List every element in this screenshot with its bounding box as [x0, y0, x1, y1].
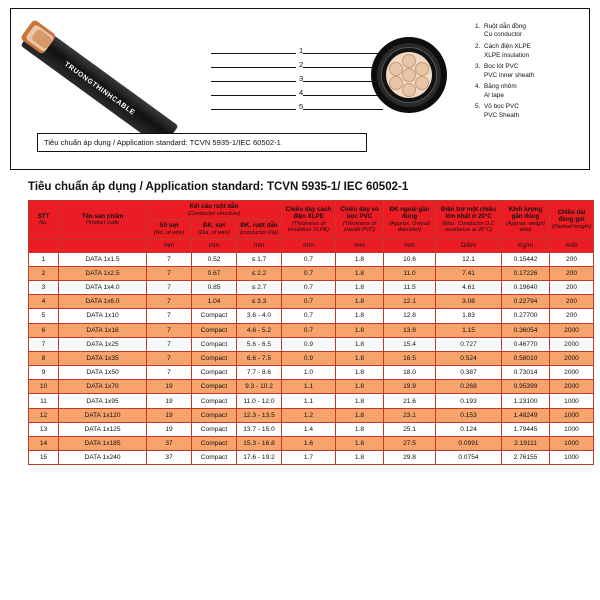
cell-res: 0.124 [436, 422, 502, 436]
table-row [29, 323, 594, 337]
cell-wire_dia: Compact [192, 323, 237, 337]
legend-label-en: Cu conductor [484, 31, 523, 39]
cell-pvc: 1.8 [336, 422, 384, 436]
table-row [29, 408, 594, 422]
cell-code: DATA 1x6.0 [59, 295, 147, 309]
cell-res: 0.387 [436, 366, 502, 380]
cell-weight: 0.46770 [502, 337, 550, 351]
cell-xlpe: 1.0 [282, 366, 336, 380]
cell-wires: 7 [147, 252, 192, 266]
cell-weight: 0.73014 [502, 366, 550, 380]
table-row [29, 309, 594, 323]
cell-weight: 1.48249 [502, 408, 550, 422]
cell-pvc: 1.8 [336, 451, 384, 465]
cell-weight: 1.23100 [502, 394, 550, 408]
cell-wire_dia: Compact [192, 408, 237, 422]
cell-wire_dia: Compact [192, 351, 237, 365]
cell-res: 0.193 [436, 394, 502, 408]
cell-od: 12.8 [384, 309, 436, 323]
cell-length: 1000 [550, 451, 594, 465]
cell-wires: 19 [147, 394, 192, 408]
cell-xlpe: 0.9 [282, 351, 336, 365]
th-stt: STT No. [29, 201, 59, 240]
cell-wire_dia: Compact [192, 380, 237, 394]
cell-pvc: 1.8 [336, 295, 384, 309]
legend-item [475, 63, 585, 80]
cell-code: DATA 1x16 [59, 323, 147, 337]
cell-wires: 7 [147, 280, 192, 294]
legend-item [475, 23, 585, 40]
cell-pvc: 1.8 [336, 366, 384, 380]
cell-weight: 0.19640 [502, 280, 550, 294]
cell-wire_dia: Compact [192, 309, 237, 323]
legend-label-en: PVC Sheath [484, 111, 520, 119]
cell-od: 15.4 [384, 337, 436, 351]
th-dc-resistance: Điện trở một chiều lớn nhất ở 20°C (Max. Conductor D.C resistance at 20°C) [436, 201, 502, 240]
cell-wire_dia: Compact [192, 337, 237, 351]
cell-length: 1000 [550, 437, 594, 451]
cell-no: 3 [29, 280, 59, 294]
cell-length: 2000 [550, 380, 594, 394]
cell-weight: 2.19111 [502, 437, 550, 451]
cell-wires: 7 [147, 266, 192, 280]
cell-pvc: 1.8 [336, 437, 384, 451]
legend-number: 5. [475, 103, 481, 111]
cell-weight: 2.76155 [502, 451, 550, 465]
cell-weight: 0.95399 [502, 380, 550, 394]
cell-no: 8 [29, 351, 59, 365]
cell-no: 9 [29, 366, 59, 380]
legend-number: 2. [475, 43, 481, 51]
th-conductor-structure: Kết cấu ruột dẫn (Conductor structure) [147, 201, 282, 220]
cell-pvc: 1.8 [336, 323, 384, 337]
cell-od: 10.6 [384, 252, 436, 266]
cell-pvc: 1.8 [336, 408, 384, 422]
th-wire-diameter: ĐK. sợi (Dia. of wire) [192, 220, 237, 239]
table-row [29, 252, 594, 266]
legend-label-vi: Vỏ bọc PVC [484, 103, 519, 111]
leader-line-2 [211, 67, 296, 68]
table-head [29, 201, 594, 253]
cell-cond_dia: 9.3 - 10.2 [237, 380, 282, 394]
cell-length: 2000 [550, 337, 594, 351]
cell-code: DATA 1x125 [59, 422, 147, 436]
cell-od: 27.5 [384, 437, 436, 451]
unit-pvc: mm [336, 239, 384, 252]
legend-label-en: Al tape [484, 91, 504, 99]
table-row [29, 351, 594, 365]
callout-number-3: 3 [299, 74, 304, 83]
cell-weight: 0.15442 [502, 252, 550, 266]
cell-od: 23.1 [384, 408, 436, 422]
cell-no: 15 [29, 451, 59, 465]
cell-wire_dia: Compact [192, 451, 237, 465]
cell-length: 2000 [550, 351, 594, 365]
cell-wires: 37 [147, 451, 192, 465]
leader-line-1 [211, 53, 296, 54]
header-row-main [29, 201, 594, 220]
cell-xlpe: 0.7 [282, 266, 336, 280]
cell-wire_dia: 0.85 [192, 280, 237, 294]
cell-code: DATA 1x70 [59, 380, 147, 394]
th-weight: Khối lượng gần đúng (Approx. weight wire) [502, 201, 550, 240]
legend-label-vi: Ruột dẫn đồng [484, 23, 526, 30]
cell-pvc: 1.8 [336, 351, 384, 365]
cell-code: DATA 1x50 [59, 366, 147, 380]
cell-cond_dia: ≤ 1.7 [237, 252, 282, 266]
table-row [29, 337, 594, 351]
cell-code: DATA 1x1.5 [59, 252, 147, 266]
cell-cond_dia: 17.6 - 19.2 [237, 451, 282, 465]
legend-label-vi: Bọc lót PVC [484, 63, 519, 71]
table-row [29, 422, 594, 436]
cell-no: 13 [29, 422, 59, 436]
cell-res: 1.15 [436, 323, 502, 337]
table-row [29, 437, 594, 451]
cell-res: 0.268 [436, 380, 502, 394]
application-standard-box: Tiêu chuẩn áp dụng / Application standard: TCVN 5935-1/IEC 60502-1 [37, 133, 367, 152]
unit-length: m/lô [550, 239, 594, 252]
cell-pvc: 1.8 [336, 309, 384, 323]
cell-xlpe: 0.7 [282, 252, 336, 266]
cell-pvc: 1.8 [336, 394, 384, 408]
cell-pvc: 1.8 [336, 337, 384, 351]
th-product-code: Tên sản phẩm Product code [59, 201, 147, 240]
cell-wire_dia: Compact [192, 394, 237, 408]
legend-label-vi: Cách điện XLPE [484, 43, 531, 51]
unit-xlpe: mm [282, 239, 336, 252]
cell-length: 200 [550, 280, 594, 294]
cell-cond_dia: ≤ 2.7 [237, 280, 282, 294]
cell-code: DATA 1x2.5 [59, 266, 147, 280]
cell-length: 1000 [550, 394, 594, 408]
cell-xlpe: 0.7 [282, 309, 336, 323]
cell-cond_dia: 6.6 - 7.5 [237, 351, 282, 365]
table-row [29, 366, 594, 380]
legend-item [475, 103, 585, 120]
cell-length: 200 [550, 266, 594, 280]
cell-res: 0.0991 [436, 437, 502, 451]
cell-pvc: 1.8 [336, 380, 384, 394]
cell-length: 1000 [550, 408, 594, 422]
callout-number-4: 4 [299, 88, 304, 97]
header-row-units [29, 239, 594, 252]
cell-code: DATA 1x25 [59, 337, 147, 351]
legend-item [475, 43, 585, 60]
leader-line-3 [211, 81, 296, 82]
cell-cond_dia: 15.3 - 16.8 [237, 437, 282, 451]
cell-cond_dia: 7.7 - 8.6 [237, 366, 282, 380]
cell-wire_dia: Compact [192, 437, 237, 451]
legend-number: 3. [475, 63, 481, 71]
legend-item [475, 83, 585, 100]
cell-code: DATA 1x95 [59, 394, 147, 408]
cell-no: 5 [29, 309, 59, 323]
table-row [29, 380, 594, 394]
cell-no: 4 [29, 295, 59, 309]
cell-res: 12.1 [436, 252, 502, 266]
cell-od: 12.1 [384, 295, 436, 309]
cell-cond_dia: ≤ 2.2 [237, 266, 282, 280]
cell-wires: 7 [147, 295, 192, 309]
table-row [29, 451, 594, 465]
cell-length: 1000 [550, 422, 594, 436]
cell-length: 200 [550, 309, 594, 323]
cell-res: 1.83 [436, 309, 502, 323]
cell-no: 6 [29, 323, 59, 337]
cell-od: 13.8 [384, 323, 436, 337]
cell-pvc: 1.8 [336, 266, 384, 280]
th-conductor-diameter: ĐK. ruột dẫn (conductor Dia) [237, 220, 282, 239]
cell-wire_dia: Compact [192, 422, 237, 436]
table-body [29, 252, 594, 465]
cell-cond_dia: 11.0 - 12.0 [237, 394, 282, 408]
cell-res: 4.61 [436, 280, 502, 294]
cell-wire_dia: 0.52 [192, 252, 237, 266]
cell-xlpe: 1.1 [282, 380, 336, 394]
cell-wire_dia: 1.04 [192, 295, 237, 309]
legend-number: 1. [475, 23, 481, 30]
cell-od: 19.9 [384, 380, 436, 394]
legend-list [475, 23, 585, 123]
cell-weight: 0.58010 [502, 351, 550, 365]
th-xlpe-thickness: Chiều dày cách điện XLPE (Thickness of insulation XLPE) [282, 201, 336, 240]
cell-od: 11.0 [384, 266, 436, 280]
cell-code: DATA 1x240 [59, 451, 147, 465]
unit-weight: Kg/m [502, 239, 550, 252]
unit-stt [29, 239, 59, 252]
cell-xlpe: 1.6 [282, 437, 336, 451]
cell-length: 2000 [550, 323, 594, 337]
leader-line-4 [211, 95, 296, 96]
cell-wires: 37 [147, 437, 192, 451]
legend-label-en: XLPE insulation [484, 51, 530, 59]
th-number-of-wires: Số sợi (No. of wire) [147, 220, 192, 239]
cell-xlpe: 0.7 [282, 323, 336, 337]
cell-no: 2 [29, 266, 59, 280]
cell-wires: 7 [147, 337, 192, 351]
cable-cross-section [371, 37, 447, 113]
cell-od: 25.1 [384, 422, 436, 436]
cell-no: 7 [29, 337, 59, 351]
table-row [29, 280, 594, 294]
unit-wires: mm [147, 239, 192, 252]
cell-cond_dia: 3.6 - 4.0 [237, 309, 282, 323]
cell-code: DATA 1x35 [59, 351, 147, 365]
th-overall-diameter: ĐK ngoài gần đúng (Approx. Overall diameter) [384, 201, 436, 240]
cell-cond_dia: 13.7 - 15.0 [237, 422, 282, 436]
cell-no: 1 [29, 252, 59, 266]
callout-number-2: 2 [299, 60, 304, 69]
cell-pvc: 1.8 [336, 252, 384, 266]
cell-res: 0.524 [436, 351, 502, 365]
cell-xlpe: 1.1 [282, 394, 336, 408]
cell-wires: 7 [147, 323, 192, 337]
callout-number-1: 1 [299, 46, 304, 55]
unit-resistance: Ω/km [436, 239, 502, 252]
cell-cond_dia: 4.6 - 5.2 [237, 323, 282, 337]
cell-wires: 7 [147, 366, 192, 380]
cell-wire_dia: 0.67 [192, 266, 237, 280]
cell-no: 10 [29, 380, 59, 394]
cell-code: DATA 1x4.0 [59, 280, 147, 294]
table-row [29, 394, 594, 408]
th-pvc-thickness: Chiều dày vỏ bọc PVC (Thickness of sheath PVC) [336, 201, 384, 240]
cell-weight: 0.27700 [502, 309, 550, 323]
unit-wire-dia: mm [192, 239, 237, 252]
callout-number-5: 5 [299, 102, 304, 111]
cell-res: 7.41 [436, 266, 502, 280]
cell-cond_dia: 5.6 - 6.5 [237, 337, 282, 351]
cell-xlpe: 1.7 [282, 451, 336, 465]
cell-od: 18.0 [384, 366, 436, 380]
cell-weight: 0.22794 [502, 295, 550, 309]
cell-wires: 19 [147, 422, 192, 436]
cell-no: 14 [29, 437, 59, 451]
cell-xlpe: 1.2 [282, 408, 336, 422]
cable-brand-text: TRUONGTHINHCABLE [62, 61, 137, 117]
cell-weight: 0.17226 [502, 266, 550, 280]
table-row [29, 266, 594, 280]
cell-wires: 7 [147, 309, 192, 323]
legend-label-vi: Băng nhôm [484, 83, 517, 91]
cell-weight: 1.79445 [502, 422, 550, 436]
cell-length: 2000 [550, 366, 594, 380]
cell-res: 0.153 [436, 408, 502, 422]
table-row [29, 295, 594, 309]
cell-xlpe: 0.9 [282, 337, 336, 351]
legend-number: 4. [475, 83, 481, 91]
cell-cond_dia: ≤ 3.3 [237, 295, 282, 309]
th-packed-length: Chiều dài đóng gói (Packed length) [550, 201, 594, 240]
cell-od: 29.8 [384, 451, 436, 465]
unit-od: mm [384, 239, 436, 252]
cell-code: DATA 1x10 [59, 309, 147, 323]
cell-cond_dia: 12.3 - 13.5 [237, 408, 282, 422]
cell-xlpe: 0.7 [282, 295, 336, 309]
cell-od: 16.5 [384, 351, 436, 365]
cell-length: 200 [550, 295, 594, 309]
cell-wires: 7 [147, 351, 192, 365]
page-title: Tiêu chuẩn áp dụng / Application standard: TCVN 5935-1/ IEC 60502-1 [28, 181, 409, 193]
cell-weight: 0.36054 [502, 323, 550, 337]
cell-res: 0.0754 [436, 451, 502, 465]
cell-od: 21.6 [384, 394, 436, 408]
cell-res: 0.727 [436, 337, 502, 351]
specification-table [28, 200, 594, 465]
cell-no: 12 [29, 408, 59, 422]
cell-wires: 19 [147, 408, 192, 422]
cell-wire_dia: Compact [192, 366, 237, 380]
cell-res: 3.08 [436, 295, 502, 309]
leader-line-5 [211, 109, 296, 110]
unit-code [59, 239, 147, 252]
cell-od: 11.5 [384, 280, 436, 294]
cell-wires: 19 [147, 380, 192, 394]
unit-cond-dia: mm [237, 239, 282, 252]
cell-code: DATA 1x185 [59, 437, 147, 451]
cell-no: 11 [29, 394, 59, 408]
cable-diagram-panel [10, 8, 590, 170]
cell-pvc: 1.8 [336, 280, 384, 294]
cell-code: DATA 1x120 [59, 408, 147, 422]
cell-length: 200 [550, 252, 594, 266]
legend-label-en: PVC inner sheath [484, 71, 535, 79]
cell-xlpe: 0.7 [282, 280, 336, 294]
cell-xlpe: 1.4 [282, 422, 336, 436]
